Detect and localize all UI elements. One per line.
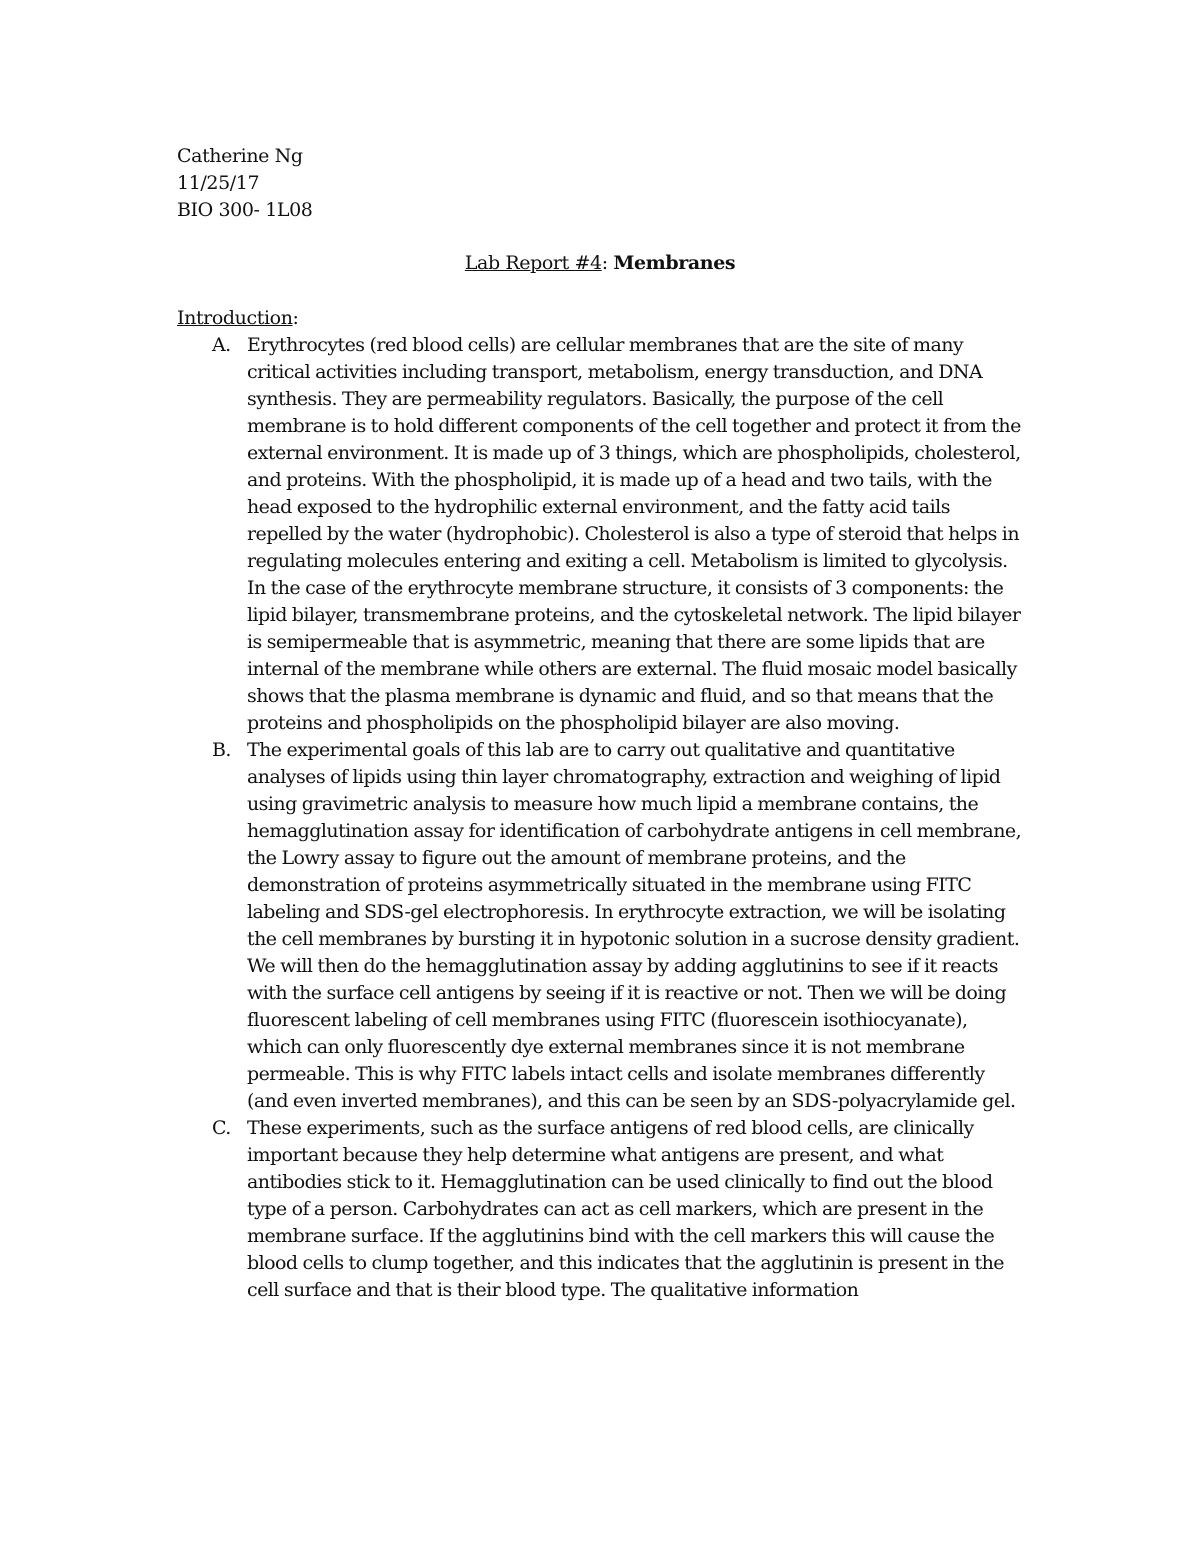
introduction-heading-label: Introduction (177, 307, 293, 329)
list-item-text: Erythrocytes (red blood cells) are cellular membranes that are the site of many critical activities including transport, metabolism, energy transduction, and DNA synthesis. They are permeability regulators. Basically, the purpose of the cell membrane is to hold different components of the cell together and protect it from the external environment. It is made up of 3 things, which are phospholipids, cholesterol, and proteins. With the phospholipid, it is made up of a head and two tails, with the head exposed to the hydrophilic external environment, and the fatty acid tails repelled by the water (hydrophobic). Cholesterol is also a type of steroid that helps in regulating molecules entering and exiting a cell. Metabolism is limited to glycolysis. In the case of the erythrocyte membrane structure, it consists of 3 components: the lipid bilayer, transmembrane proteins, and the cytoskeletal network. The lipid bilayer is semipermeable that is asymmetric, meaning that there are some lipids that are internal of the membrane while others are external. The fluid mosaic model basically shows that the plasma membrane is dynamic and fluid, and so that means that the proteins and phospholipids on the phospholipid bilayer are also moving. (247, 334, 1021, 734)
list-item-text: The experimental goals of this lab are to carry out qualitative and quantitative analyses of lipids using thin layer chromatography, extraction and weighing of lipid using gravimetric analysis to measure how much lipid a membrane contains, the hemagglutination assay for identification of carbohydrate antigens in cell membrane, the Lowry assay to figure out the amount of membrane proteins, and the demonstration of proteins asymmetrically situated in the membrane using FITC labeling and SDS-gel electrophoresis. In erythrocyte extraction, we will be isolating the cell membranes by bursting it in hypotonic solution in a sucrose density gradient. We will then do the hemagglutination assay by adding agglutinins to see if it reacts with the surface cell antigens by seeing if it is reactive or not. Then we will be doing fluorescent labeling of cell membranes using FITC (fluorescein isothiocyanate), which can only fluorescently dye external membranes since it is not membrane permeable. This is why FITC labels intact cells and isolate membranes differently (and even inverted membranes), and this can be seen by an SDS-polyacrylamide gel. (247, 739, 1022, 1112)
author-name: Catherine Ng (177, 145, 303, 167)
introduction-heading (177, 305, 299, 332)
report-date: 11/25/17 (177, 172, 260, 194)
list-item (212, 332, 1024, 737)
report-title-subject: Membranes (613, 252, 736, 274)
list-item (212, 1115, 1024, 1304)
list-item-text: These experiments, such as the surface antigens of red blood cells, are clinically important because they help determine what antigens are present, and what antibodies stick to it. Hemagglutination can be used clinically to find out the blood type of a person. Carbohydrates can act as cell markers, which are present in the membrane surface. If the agglutinins bind with the cell markers this will cause the blood cells to clump together, and this indicates that the agglutinin is present in the cell surface and that is their blood type. The qualitative information (247, 1117, 1004, 1301)
list-marker: C. (212, 1117, 231, 1139)
introduction-list (212, 332, 1024, 1304)
course-code: BIO 300- 1L08 (177, 199, 313, 221)
list-item (212, 737, 1024, 1115)
report-title-separator: : (601, 252, 614, 274)
report-title (0, 250, 1200, 277)
list-marker: B. (212, 739, 231, 761)
report-title-prefix: Lab Report #4 (464, 252, 602, 274)
introduction-heading-colon: : (292, 307, 299, 329)
list-marker: A. (212, 334, 231, 356)
author-header (177, 143, 313, 224)
